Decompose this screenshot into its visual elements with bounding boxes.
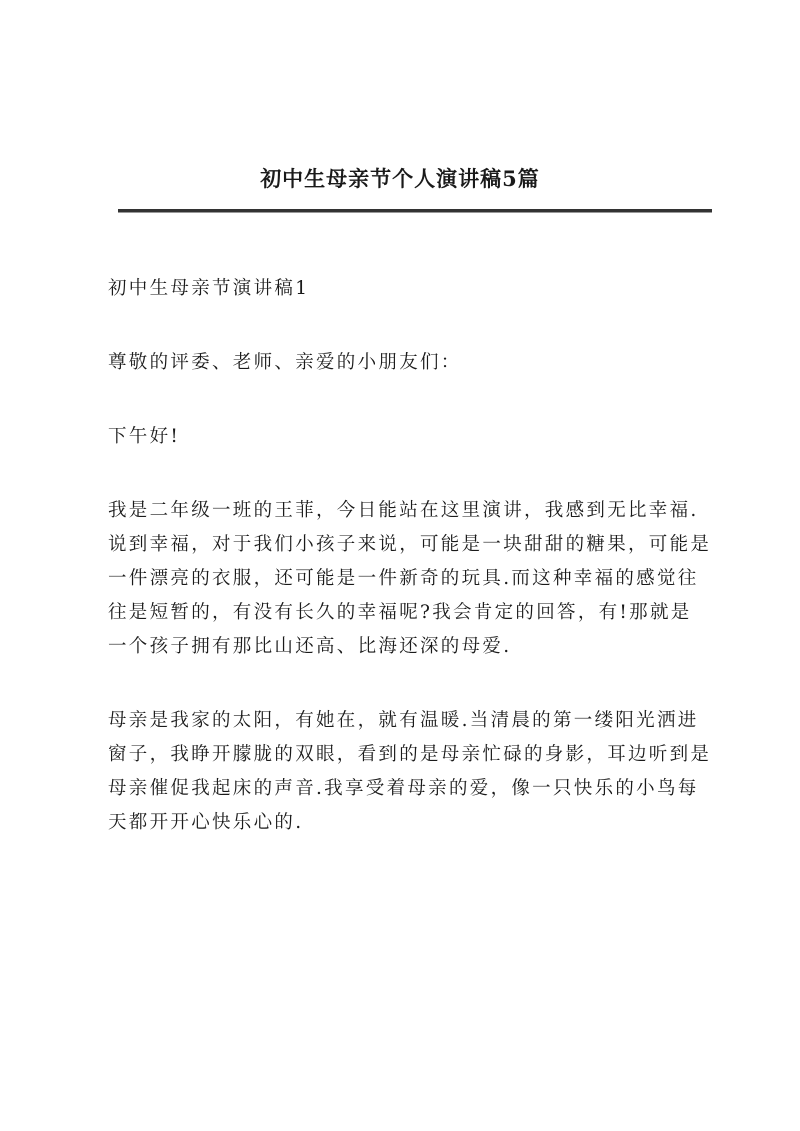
- section-heading: 初中生母亲节演讲稿1: [108, 278, 310, 299]
- body-paragraph-2: 母亲是我家的太阳，有她在，就有温暖.当清晨的第一缕阳光洒进窗子，我睁开朦胧的双眼，看到的是母亲忙碌的身影，耳边听到是母亲催促我起床的声音.我享受着母亲的爱，像一只快乐的小鸟每天都开开心快乐心的.: [108, 710, 712, 833]
- document-body: [108, 272, 712, 880]
- body-paragraph-1: 我是二年级一班的王菲，今日能站在这里演讲，我感到无比幸福.说到幸福，对于我们小孩子来说，可能是一块甜甜的糖果，可能是一件漂亮的衣服，还可能是一件新奇的玩具.而这种幸福的感觉往往是短暂的，有没有长久的幸福呢?我会肯定的回答，有!那就是一个孩子拥有那比山还高、比海还深的母爱.: [108, 500, 712, 657]
- greeting-line: 尊敬的评委、老师、亲爱的小朋友们：: [108, 352, 462, 373]
- salutation-line: 下午好!: [108, 426, 181, 447]
- title-divider: [118, 209, 712, 213]
- document-title: 初中生母亲节个人演讲稿5篇: [260, 166, 540, 191]
